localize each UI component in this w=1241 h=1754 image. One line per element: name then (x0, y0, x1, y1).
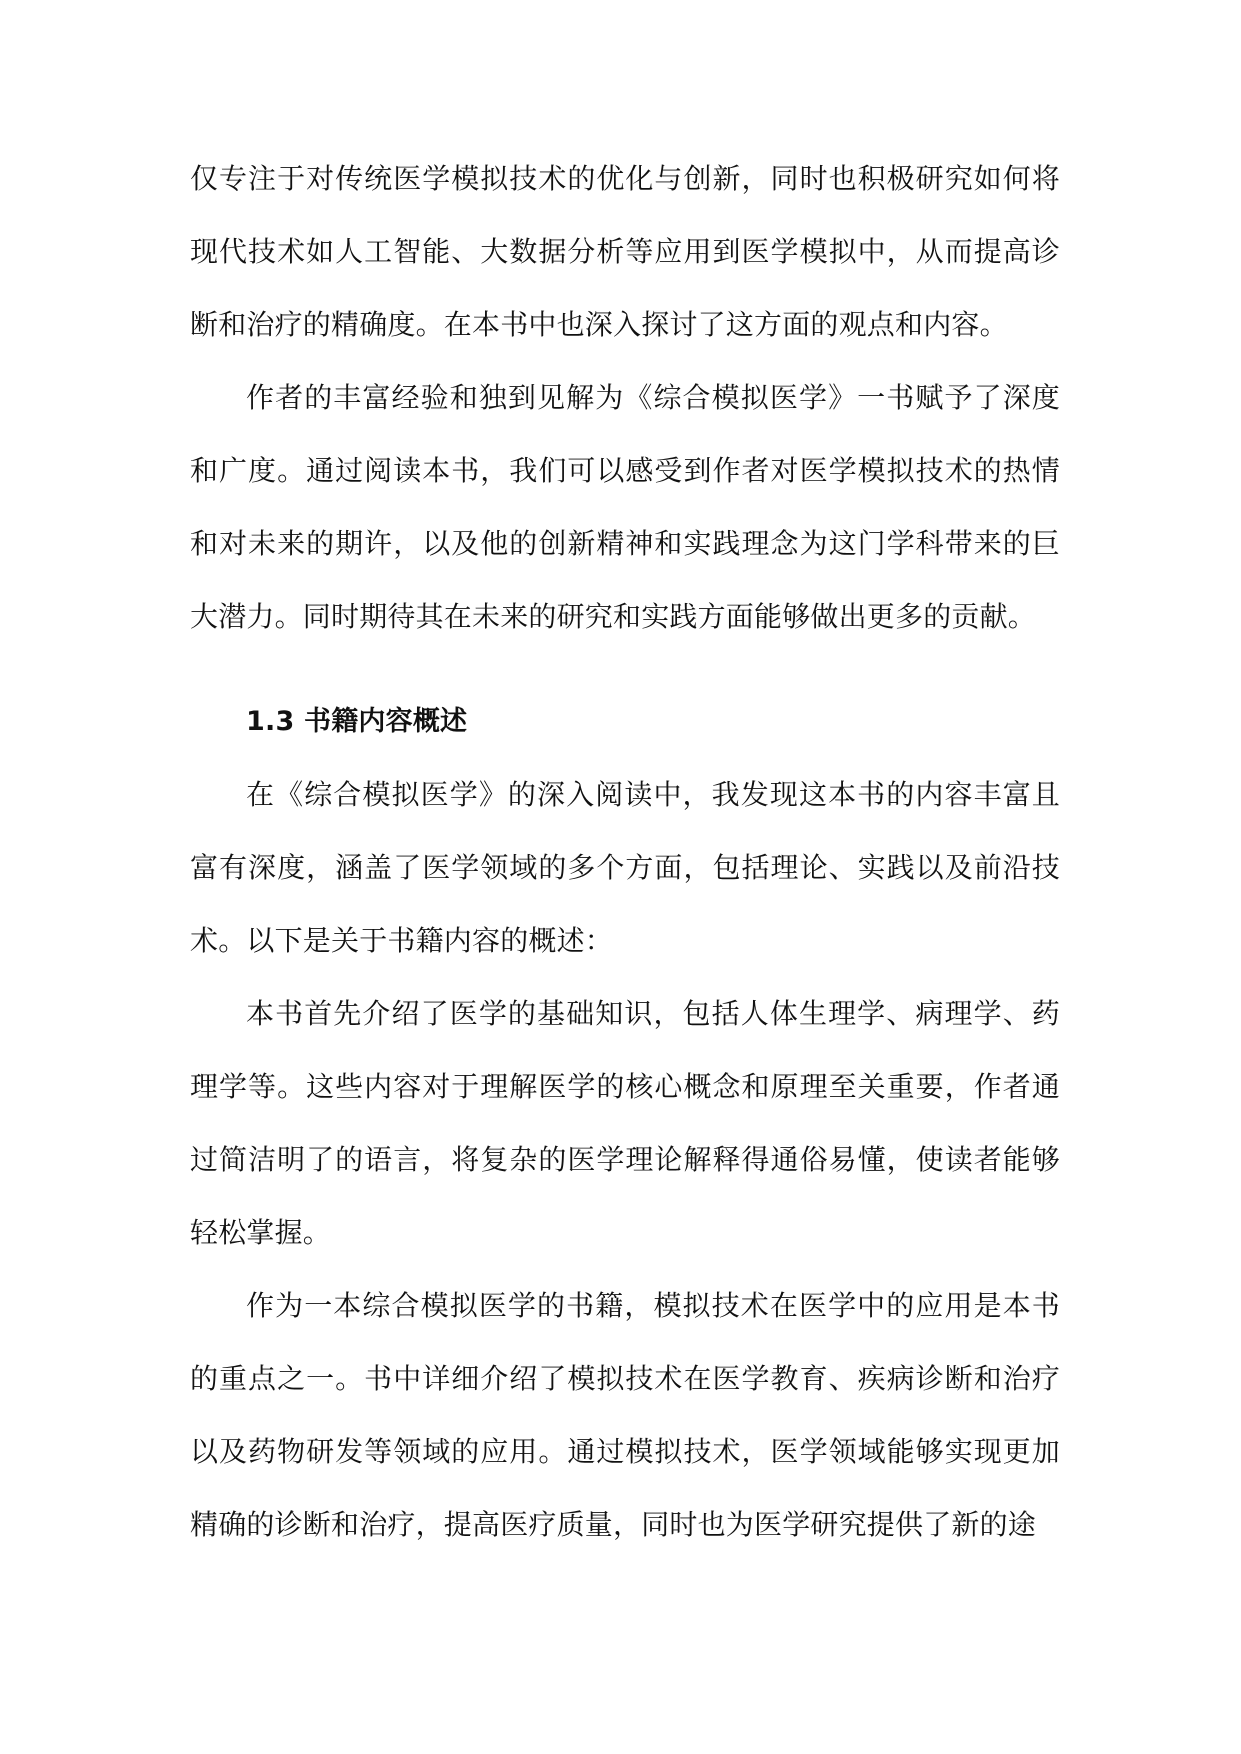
paragraph-basic-knowledge: 本书首先介绍了医学的基础知识，包括人体生理学、病理学、药理学等。这些内容对于理解医学的核心概念和原理至关重要，作者通过简洁明了的语言，将复杂的医学理论解释得通俗易懂，使读者能够轻松掌握。 (190, 997, 1060, 1249)
paragraph-simulation-application: 作为一本综合模拟医学的书籍，模拟技术在医学中的应用是本书的重点之一。书中详细介绍了模拟技术在医学教育、疾病诊断和治疗以及药物研发等领域的应用。通过模拟技术，医学领域能够实现更加精确的诊断和治疗，提高医疗质量，同时也为医学研究提供了新的途 (190, 1289, 1060, 1541)
section-heading: 1.3 书籍内容概述 (246, 706, 468, 737)
paragraph-author-insight: 作者的丰富经验和独到见解为《综合模拟医学》一书赋予了深度和广度。通过阅读本书，我们可以感受到作者对医学模拟技术的热情和对未来的期许，以及他的创新精神和实践理念为这门学科带来的巨大潜力。同时期待其在未来的研究和实践方面能够做出更多的贡献。 (190, 381, 1060, 633)
paragraph-overview-intro: 在《综合模拟医学》的深入阅读中，我发现这本书的内容丰富且富有深度，涵盖了医学领域的多个方面，包括理论、实践以及前沿技术。以下是关于书籍内容的概述： (190, 778, 1060, 957)
document-body (190, 142, 1060, 1561)
paragraph-continuation: 仅专注于对传统医学模拟技术的优化与创新，同时也积极研究如何将现代技术如人工智能、大数据分析等应用到医学模拟中，从而提高诊断和治疗的精确度。在本书中也深入探讨了这方面的观点和内容。 (190, 162, 1060, 341)
